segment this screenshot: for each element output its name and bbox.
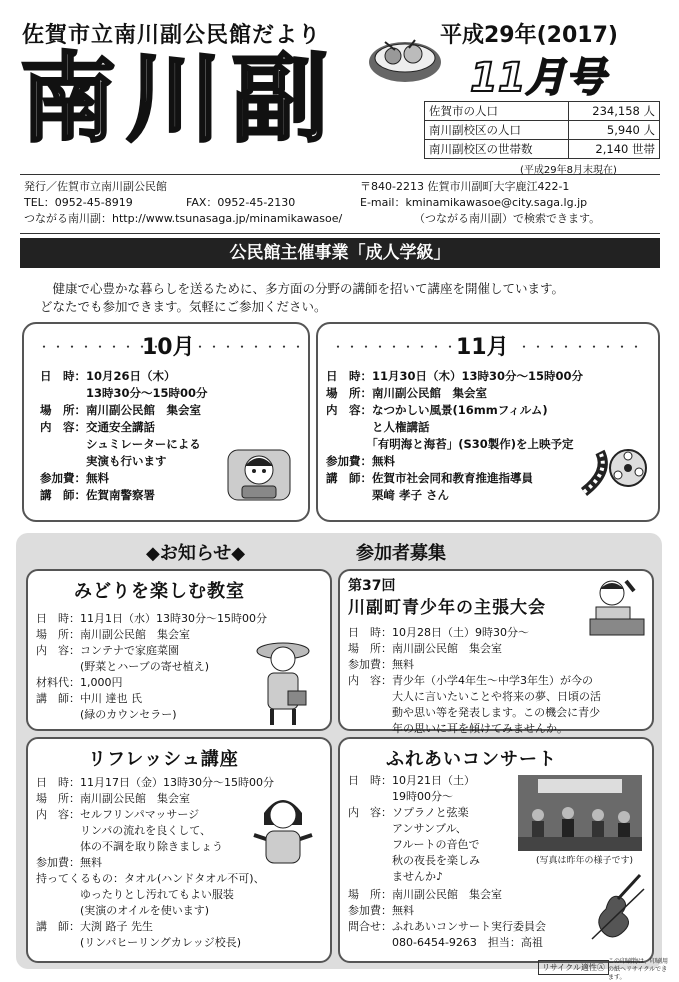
violin-icon bbox=[586, 869, 648, 945]
refresh-card bbox=[26, 737, 332, 963]
youth-title: 川副町青少年の主張大会 bbox=[348, 598, 546, 618]
gardener-illustration bbox=[252, 635, 314, 727]
recycle-badge: リサイクル適性Ⓐ bbox=[538, 960, 609, 975]
speaker-illustration bbox=[586, 577, 648, 637]
midori-title: みどりを楽しむ教室 bbox=[74, 581, 245, 602]
recruit-heading: 参加者募集 bbox=[356, 543, 446, 564]
address: 〒840-2213 佐賀市川副町大字鹿江422-1 bbox=[360, 180, 570, 193]
issue-year: 平成29年(2017) bbox=[440, 23, 618, 48]
midori-details: 日 時：11月1日（水）13時30分～15時00分 場 所：南川副公民館 集会室 内 容：コンテナで家庭菜園 (野菜とハーブの寄せ植え) 材料代：1,000円 講 師：中川 達也 氏 (緑のカウンセラー) bbox=[36, 612, 267, 721]
october-class bbox=[22, 322, 310, 522]
newsletter-subtitle: 佐賀市立南川副公民館だより bbox=[22, 23, 322, 48]
divider: ・・・・・・・・・ bbox=[518, 340, 645, 354]
website-link[interactable]: つながる南川副：http://www.tsunasaga.jp/minamikawasoe/ bbox=[24, 212, 343, 225]
population-table bbox=[424, 101, 660, 159]
youth-details: 日 時：10月28日（土）9時30分～ 場 所：南川副公民館 集会室 参加費：無料 内 容：青少年（小学4年生～中学3年生）が今の 大人に言いたいことや将来の夢、日頃の活 動や思い等を発表します。この機会に青少 年の思いに耳を傾けてみませんか。 bbox=[348, 626, 601, 735]
divider: ・・・・・・・・ bbox=[194, 340, 307, 354]
fax: FAX：0952-45-2130 bbox=[186, 196, 296, 209]
photo-caption: (写真は昨年の様子です) bbox=[536, 856, 634, 866]
population-as-of: (平成29年8月末現在) bbox=[520, 165, 617, 176]
notice-section bbox=[16, 533, 662, 969]
midori-card bbox=[26, 569, 332, 731]
october-heading: 10月 bbox=[142, 335, 195, 360]
concert-title: ふれあいコンサート bbox=[386, 749, 557, 770]
publisher-info bbox=[20, 174, 660, 234]
november-heading: 11月 bbox=[456, 335, 509, 360]
driver-illustration bbox=[224, 440, 294, 504]
october-details: 日 時：10月26日（木） 13時30分～15時00分 場 所：南川副公民館 集会室 内 容：交通安全講話 シュミレーターによる 実演も行います 参加費：無料 講 師：佐賀南警察署 bbox=[40, 369, 208, 502]
email-link[interactable]: E-mail：kminamikawasoe@city.saga.lg.jp bbox=[360, 196, 588, 209]
november-class bbox=[316, 322, 660, 522]
refresh-details: 日 時：11月17日（金）13時30分～15時00分 場 所：南川副公民館 集会室 内 容：セルフリンパマッサージ リンパの流れを良くして、 体の不調を取り除きましょう 参加費：無料 持ってくるもの：タオル(ハンドタオル不可)、 ゆったりとし汚れてもよい服装 (実演のオイルを使います) 講 師：大渕 路子 先生 (リンパヒーリングカレッジ校長) bbox=[36, 776, 274, 949]
notice-heading: ◆お知らせ◆ bbox=[146, 543, 246, 564]
concert-photo bbox=[518, 775, 642, 851]
concert-card bbox=[338, 737, 654, 963]
youth-edition: 第37回 bbox=[348, 578, 396, 594]
table-row: 南川副校区の世帯数 2,140 世帯 bbox=[425, 140, 660, 159]
newsletter-title: 南川副 bbox=[20, 43, 338, 155]
november-details: 日 時：11月30日（木）13時30分～15時00分 場 所：南川副公民館 集会室 内 容：なつかしい風景(16mmフィルム) と人権講話 「有明海と海苔」(S30製作)を上映予定 参加費：無料 講 師：佐賀市社会同和教育推進指導員 栗﨑 孝子 さん bbox=[326, 369, 584, 502]
issuer: 発行／佐賀市立南川副公民館 bbox=[24, 180, 167, 193]
event-banner: 公民館主催事業「成人学級」 bbox=[20, 238, 660, 268]
tel: TEL：0952-45-8919 bbox=[24, 196, 133, 209]
recycle-note: この印刷物は、印刷用の紙へリサイクルできます。 bbox=[608, 958, 669, 981]
issue-month: 11月号 bbox=[470, 55, 606, 101]
table-row: 南川副校区の人口 5,940 人 bbox=[425, 121, 660, 140]
concert-photo-image bbox=[518, 775, 642, 851]
food-bowl-icon bbox=[365, 32, 445, 88]
divider: ・・・・・・・・・ bbox=[38, 340, 165, 354]
refresh-title: リフレッシュ講座 bbox=[88, 749, 239, 770]
concert-details: 日 時：10月21日（土） 19時00分～ 内 容：ソプラノと弦楽 アンサンブル、 フルートの音色で 秋の夜長を楽しみ ませんか♪ bbox=[348, 774, 480, 883]
table-row: 佐賀市の人口 234,158 人 bbox=[425, 102, 660, 121]
search-note: （つながる南川副）で検索できます。 bbox=[414, 212, 601, 225]
concert-details-2: 場 所：南川副公民館 集会室 参加費：無料 問合せ：ふれあいコンサート実行委員会 080-6454-9263 担当：高祖 bbox=[348, 888, 546, 949]
film-reel-icon bbox=[580, 442, 652, 516]
woman-illustration bbox=[250, 791, 316, 865]
intro-text: 健康で心豊かな暮らしを送るために、多方面の分野の講師を招いて講座を開催しています。 どなたでも参加できます。気軽にご参加ください。 bbox=[40, 281, 565, 314]
divider: ・・・・・・・・・・ bbox=[332, 340, 473, 354]
youth-speech-card bbox=[338, 569, 654, 735]
